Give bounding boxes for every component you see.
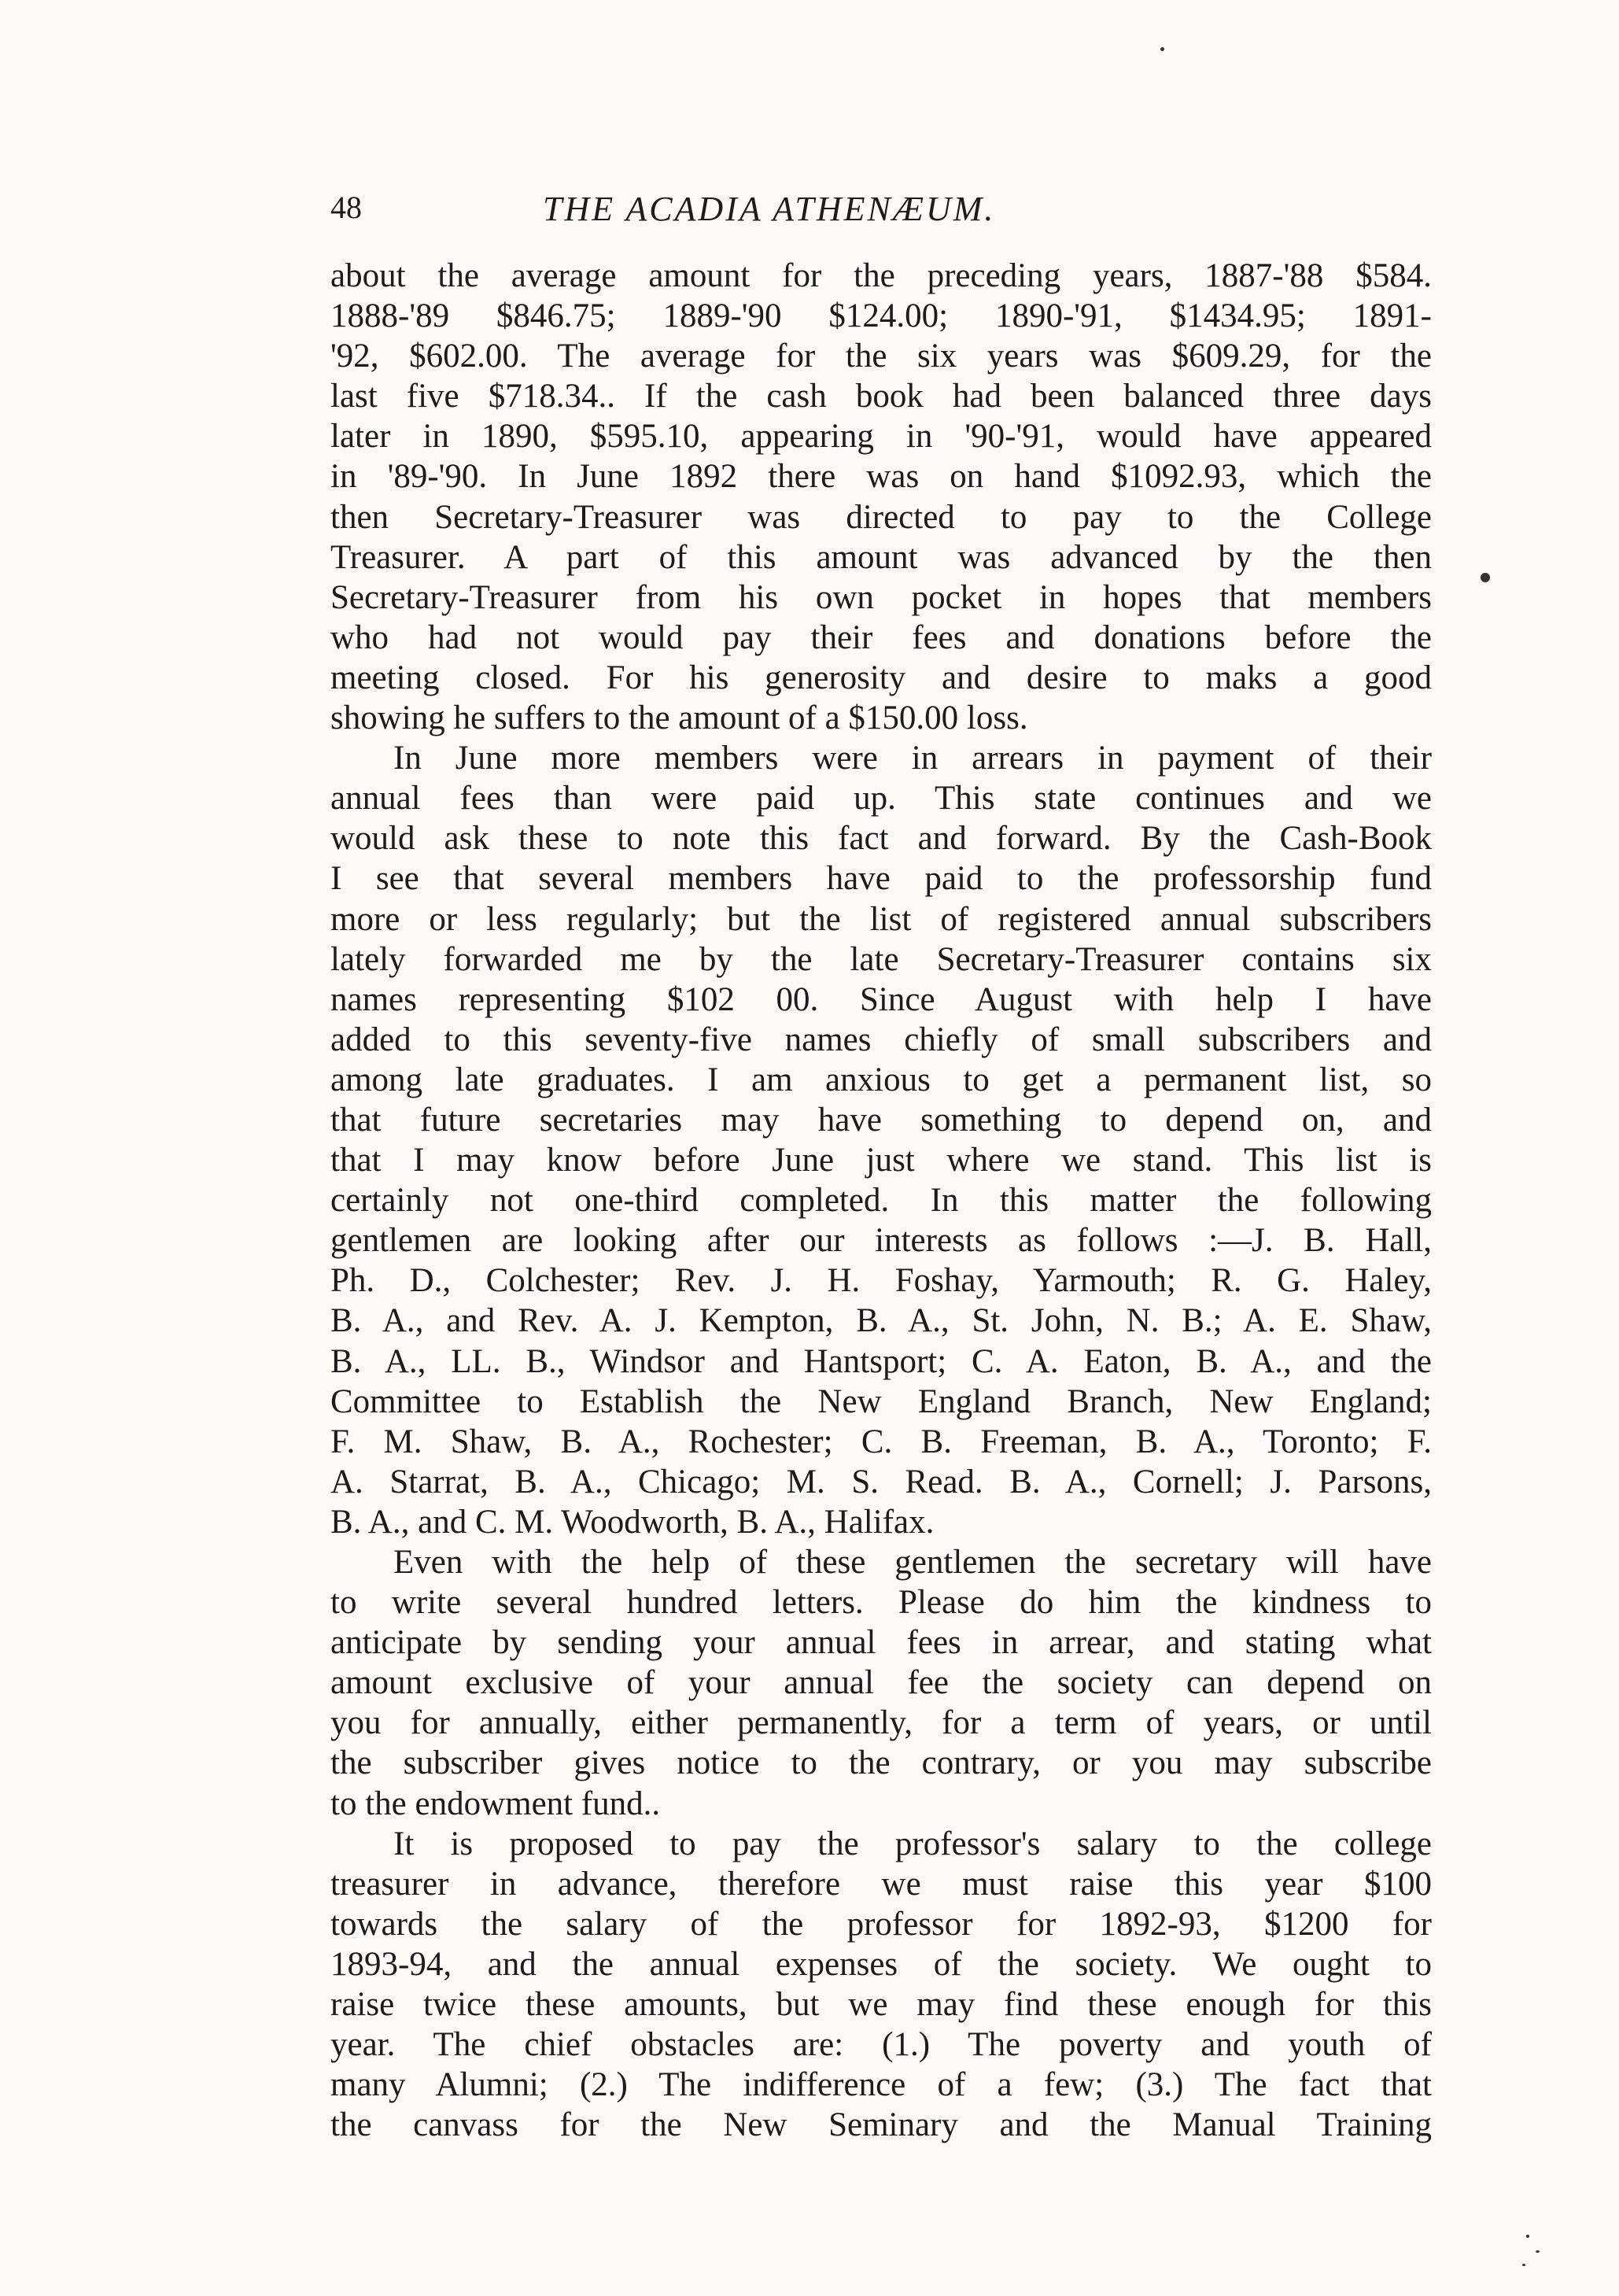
article-body <box>330 256 1432 2145</box>
text-line: In June more members were in arrears in payment of their <box>393 740 1432 777</box>
text-line: the canvass for the New Seminary and the Manual Training <box>330 2106 1432 2144</box>
text-line: B. A., and C. M. Woodworth, B. A., Halifax. <box>330 1503 935 1541</box>
text-line: anticipate by sending your annual fees in arrear, and stating what <box>330 1624 1432 1662</box>
text-line: raise twice these amounts, but we may find these enough for this <box>330 1986 1432 2024</box>
text-line: It is proposed to pay the professor's salary to the college <box>393 1825 1432 1862</box>
ink-speck <box>1536 2250 1540 2253</box>
text-line: last five $718.34.. If the cash book had been balanced three days <box>330 378 1432 415</box>
paragraph-4 <box>330 1824 1432 2146</box>
text-line: you for annually, either permanently, for a term of years, or until <box>330 1704 1432 1742</box>
text-line: in '89-'90. In June 1892 there was on hand $1092.93, which the <box>330 458 1432 496</box>
text-line: more or less regularly; but the list of registered annual subscribers <box>330 900 1432 938</box>
text-line: 1893-94, and the annual expenses of the society. We ought to <box>330 1945 1432 1983</box>
text-line: F. M. Shaw, B. A., Rochester; C. B. Freeman, B. A., Toronto; F. <box>330 1423 1432 1460</box>
text-line: Committee to Establish the New England Branch, New England; <box>330 1382 1432 1420</box>
text-line: names representing $102 00. Since August with help I have <box>330 980 1432 1018</box>
text-line: that I may know before June just where we stand. This list is <box>330 1142 1432 1179</box>
text-line: who had not would pay their fees and donations before the <box>330 618 1432 656</box>
paragraph-3 <box>330 1542 1432 1824</box>
text-line: that future secretaries may have something to depend on, and <box>330 1101 1432 1139</box>
text-line: Ph. D., Colchester; Rev. J. H. Foshay, Yarmouth; R. G. Haley, <box>330 1262 1432 1300</box>
text-line: would ask these to note this fact and forward. By the Cash-Book <box>330 820 1432 858</box>
text-line: lately forwarded me by the late Secretary-Treasurer contains six <box>330 940 1432 978</box>
text-line: '92, $602.00. The average for the six years was $609.29, for the <box>330 338 1432 375</box>
text-line: B. A., LL. B., Windsor and Hantsport; C. A. Eaton, B. A., and the <box>330 1342 1432 1380</box>
text-line: annual fees than were paid up. This state continues and we <box>330 780 1432 818</box>
text-line: later in 1890, $595.10, appearing in '90-'91, would have appeared <box>330 418 1432 456</box>
ink-speck <box>1522 2264 1525 2266</box>
text-line: showing he suffers to the amount of a $150.00 loss. <box>330 700 1028 737</box>
text-line: then Secretary-Treasurer was directed to pay to the College <box>330 498 1432 536</box>
text-line: certainly not one-third completed. In this matter the following <box>330 1182 1432 1220</box>
text-line: towards the salary of the professor for 1892-93, $1200 for <box>330 1905 1432 1943</box>
text-line: among late graduates. I am anxious to get a permanent list, so <box>330 1061 1432 1098</box>
text-line: A. Starrat, B. A., Chicago; M. S. Read. B. A., Cornell; J. Parsons, <box>330 1463 1432 1501</box>
text-line: Secretary-Treasurer from his own pocket in hopes that members <box>330 578 1432 616</box>
text-line: added to this seventy-five names chiefly of small subscribers and <box>330 1021 1432 1058</box>
text-line: treasurer in advance, therefore we must raise this year $100 <box>330 1865 1432 1903</box>
ink-speck <box>1526 2235 1529 2238</box>
text-line: Even with the help of these gentlemen the secretary will have <box>393 1544 1432 1581</box>
paragraph-1 <box>330 256 1432 738</box>
running-title: THE ACADIA ATHENÆUM. <box>543 190 996 228</box>
text-line: to write several hundred letters. Please do him the kindness to <box>330 1584 1432 1622</box>
text-line: about the average amount for the preceding years, 1887-'88 $584. <box>330 257 1432 294</box>
text-line: B. A., and Rev. A. J. Kempton, B. A., St. John, N. B.; A. E. Shaw, <box>330 1302 1432 1340</box>
ink-speck <box>1481 573 1490 582</box>
text-line: amount exclusive of your annual fee the society can depend on <box>330 1664 1432 1702</box>
text-line: meeting closed. For his generosity and desire to maks a good <box>330 659 1432 696</box>
text-line: many Alumni; (2.) The indifference of a few; (3.) The fact that <box>330 2066 1432 2104</box>
ink-speck <box>1160 47 1164 51</box>
text-line: I see that several members have paid to the professorship fund <box>330 860 1432 898</box>
text-line: 1888-'89 $846.75; 1889-'90 $124.00; 1890-'91, $1434.95; 1891- <box>330 297 1432 335</box>
page-number: 48 <box>330 190 362 225</box>
text-line: gentlemen are looking after our interests as follows :—J. B. Hall, <box>330 1222 1432 1260</box>
text-line: year. The chief obstacles are: (1.) The poverty and youth of <box>330 2026 1432 2064</box>
page-header <box>330 189 1432 236</box>
text-line: Treasurer. A part of this amount was advanced by the then <box>330 538 1432 576</box>
text-line: the subscriber gives notice to the contrary, or you may subscribe <box>330 1744 1432 1782</box>
paragraph-2 <box>330 738 1432 1542</box>
text-line: to the endowment fund.. <box>330 1785 661 1822</box>
